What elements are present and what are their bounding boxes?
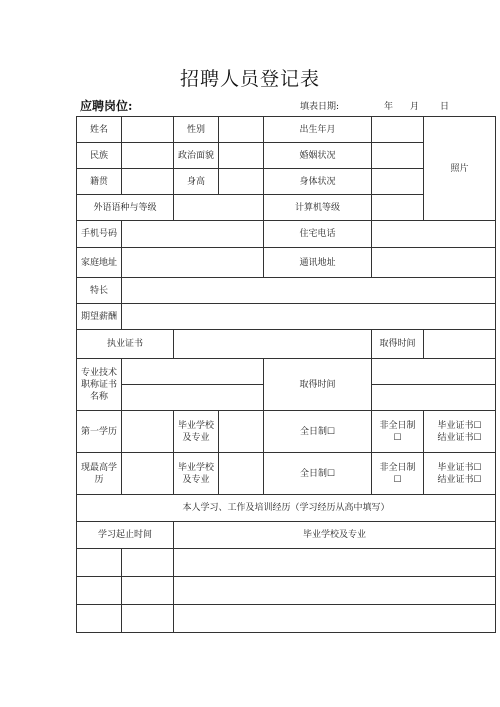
native-field[interactable] [122, 169, 174, 195]
politics-label: 政治面貌 [174, 143, 219, 169]
title-cert-field-1[interactable] [122, 359, 264, 385]
history-row-2-start[interactable] [77, 577, 122, 605]
first-school-label: 毕业学校及专业 [174, 411, 219, 453]
home-address-label: 家庭地址 [77, 248, 122, 278]
height-label: 身高 [174, 169, 219, 195]
health-label: 身体状况 [264, 169, 372, 195]
history-period-header: 学习起止时间 [77, 522, 174, 549]
photo-cell[interactable]: 照片 [424, 117, 496, 221]
month-label: 月 [410, 102, 420, 112]
birth-label: 出生年月 [264, 117, 372, 143]
home-address-field[interactable] [122, 248, 264, 278]
latest-school-field[interactable] [219, 453, 264, 495]
home-phone-label: 住宅电话 [264, 221, 372, 248]
history-school-header: 毕业学校及专业 [174, 522, 496, 549]
completion-cert-checkbox-2[interactable]: 结业证书☐ [437, 474, 482, 485]
parttime-checkbox[interactable]: ☐ [393, 432, 402, 443]
language-label: 外语语种与等级 [77, 195, 174, 221]
first-school-field[interactable] [219, 411, 264, 453]
mail-address-label: 通讯地址 [264, 248, 372, 278]
obtain-time-field[interactable] [424, 330, 496, 359]
completion-cert-checkbox-1[interactable]: 结业证书☐ [437, 432, 482, 443]
gender-field[interactable] [219, 117, 264, 143]
history-row-3-end[interactable] [122, 605, 174, 633]
history-row-2-school[interactable] [174, 577, 496, 605]
first-degree-label: 第一学历 [77, 411, 122, 453]
post-label: 应聘岗位: [80, 99, 133, 113]
history-row-3-school[interactable] [174, 605, 496, 633]
obtain-time2-label: 取得时间 [264, 359, 372, 411]
marriage-label: 婚姻状况 [264, 143, 372, 169]
parttime-label-2: 非全日制 [379, 462, 416, 473]
salary-label: 期望薪酬 [77, 304, 122, 330]
date-label: 填表日期: [300, 102, 340, 112]
registration-table [76, 116, 496, 633]
title-cert-field-2[interactable] [122, 385, 264, 411]
ethnicity-field[interactable] [122, 143, 174, 169]
history-row-3-start[interactable] [77, 605, 122, 633]
gender-label: 性别 [174, 117, 219, 143]
specialty-field[interactable] [122, 278, 496, 304]
grad-cert-checkbox-2[interactable]: 毕业证书☐ [437, 462, 482, 473]
language-field[interactable] [174, 195, 264, 221]
mobile-field[interactable] [122, 221, 264, 248]
birth-field[interactable] [372, 117, 424, 143]
obtain-time2-field-2[interactable] [372, 385, 496, 411]
title-cert-label: 专业技术职称证书名称 [77, 359, 122, 411]
latest-parttime-cell[interactable] [372, 453, 424, 495]
health-field[interactable] [372, 169, 424, 195]
obtain-time-label: 取得时间 [372, 330, 424, 359]
first-degree-field[interactable] [122, 411, 174, 453]
fulltime-checkbox-2[interactable]: 全日制☐ [299, 468, 336, 479]
name-field[interactable] [122, 117, 174, 143]
marriage-field[interactable] [372, 143, 424, 169]
computer-field[interactable] [372, 195, 424, 221]
history-row-1-end[interactable] [122, 549, 174, 577]
politics-field[interactable] [219, 143, 264, 169]
history-section-title: 本人学习、工作及培训经历（学习经历从高中填写） [77, 495, 496, 522]
practice-cert-label: 执业证书 [77, 330, 174, 359]
page-title: 招聘人员登记表 [179, 68, 320, 90]
year-label: 年 [384, 102, 394, 112]
mobile-label: 手机号码 [77, 221, 122, 248]
latest-study-mode[interactable] [264, 453, 372, 495]
fulltime-checkbox[interactable]: 全日制☐ [299, 426, 336, 437]
parttime-checkbox-2[interactable]: ☐ [393, 474, 402, 485]
specialty-label: 特长 [77, 278, 122, 304]
latest-degree-field[interactable] [122, 453, 174, 495]
salary-field[interactable] [122, 304, 496, 330]
history-row-1-start[interactable] [77, 549, 122, 577]
obtain-time2-field-1[interactable] [372, 359, 496, 385]
parttime-label: 非全日制 [379, 420, 416, 431]
height-field[interactable] [219, 169, 264, 195]
latest-school-label: 毕业学校及专业 [174, 453, 219, 495]
first-study-mode[interactable] [264, 411, 372, 453]
day-label: 日 [440, 102, 450, 112]
ethnicity-label: 民族 [77, 143, 122, 169]
cert-checkbox-cell-2[interactable] [424, 453, 496, 495]
cert-checkbox-cell-1[interactable] [424, 411, 496, 453]
home-phone-field[interactable] [372, 221, 496, 248]
practice-cert-field[interactable] [174, 330, 372, 359]
mail-address-field[interactable] [372, 248, 496, 278]
latest-degree-label: 现最高学历 [77, 453, 122, 495]
history-row-2-end[interactable] [122, 577, 174, 605]
computer-label: 计算机等级 [264, 195, 372, 221]
history-row-1-school[interactable] [174, 549, 496, 577]
name-label: 姓名 [77, 117, 122, 143]
native-label: 籍贯 [77, 169, 122, 195]
first-parttime-cell[interactable] [372, 411, 424, 453]
grad-cert-checkbox-1[interactable]: 毕业证书☐ [437, 420, 482, 431]
